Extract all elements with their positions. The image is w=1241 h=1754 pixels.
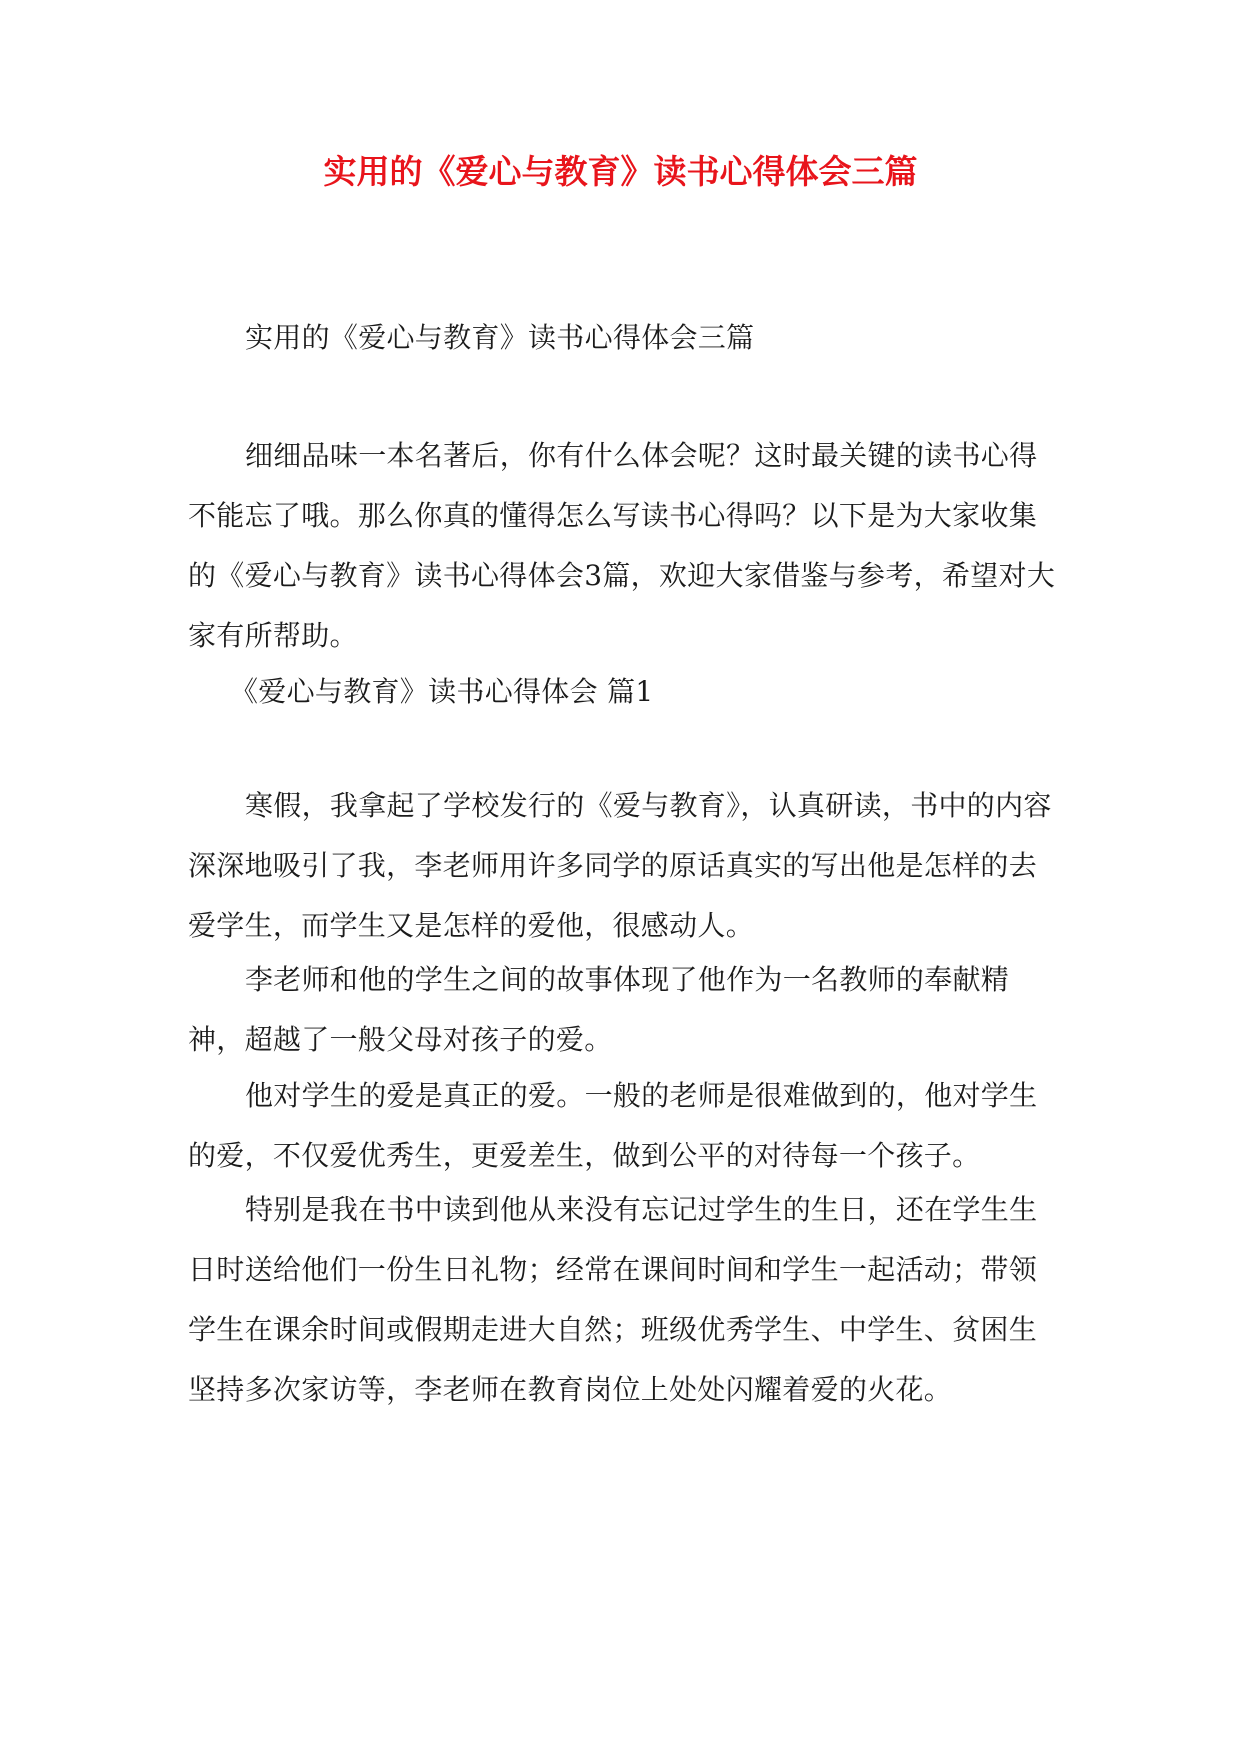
document-subtitle: 实用的《爱心与教育》读书心得体会三篇: [245, 321, 755, 354]
paragraph-2: 李老师和他的学生之间的故事体现了他作为一名教师的奉献精神，超越了一般父母对孩子的爱。: [188, 963, 1010, 1056]
paragraph-3: 他对学生的爱是真正的爱。一般的老师是很难做到的，他对学生的爱，不仅爱优秀生，更爱差生，做到公平的对待每一个孩子。: [188, 1079, 1038, 1172]
document-title: 实用的《爱心与教育》读书心得体会三篇: [323, 152, 918, 191]
section-1-heading: 《爱心与教育》读书心得体会 篇1: [230, 675, 654, 708]
paragraph-1: 寒假，我拿起了学校发行的《爱与教育》，认真研读，书中的内容深深地吸引了我，李老师用许多同学的原话真实的写出他是怎样的去爱学生，而学生又是怎样的爱他，很感动人。: [188, 789, 1052, 942]
paragraph-4: 特别是我在书中读到他从来没有忘记过学生的生日，还在学生生日时送给他们一份生日礼物；经常在课间时间和学生一起活动；带领学生在课余时间或假期走进大自然；班级优秀学生、中学生、贫困生坚持多次家访等，李老师在教育岗位上处处闪耀着爱的火花。: [188, 1193, 1038, 1406]
intro-paragraph: 细细品味一本名著后，你有什么体会呢？这时最关键的读书心得不能忘了哦。那么你真的懂得怎么写读书心得吗？以下是为大家收集的《爱心与教育》读书心得体会3篇，欢迎大家借鉴与参考，希望对大家有所帮助。: [188, 439, 1056, 652]
